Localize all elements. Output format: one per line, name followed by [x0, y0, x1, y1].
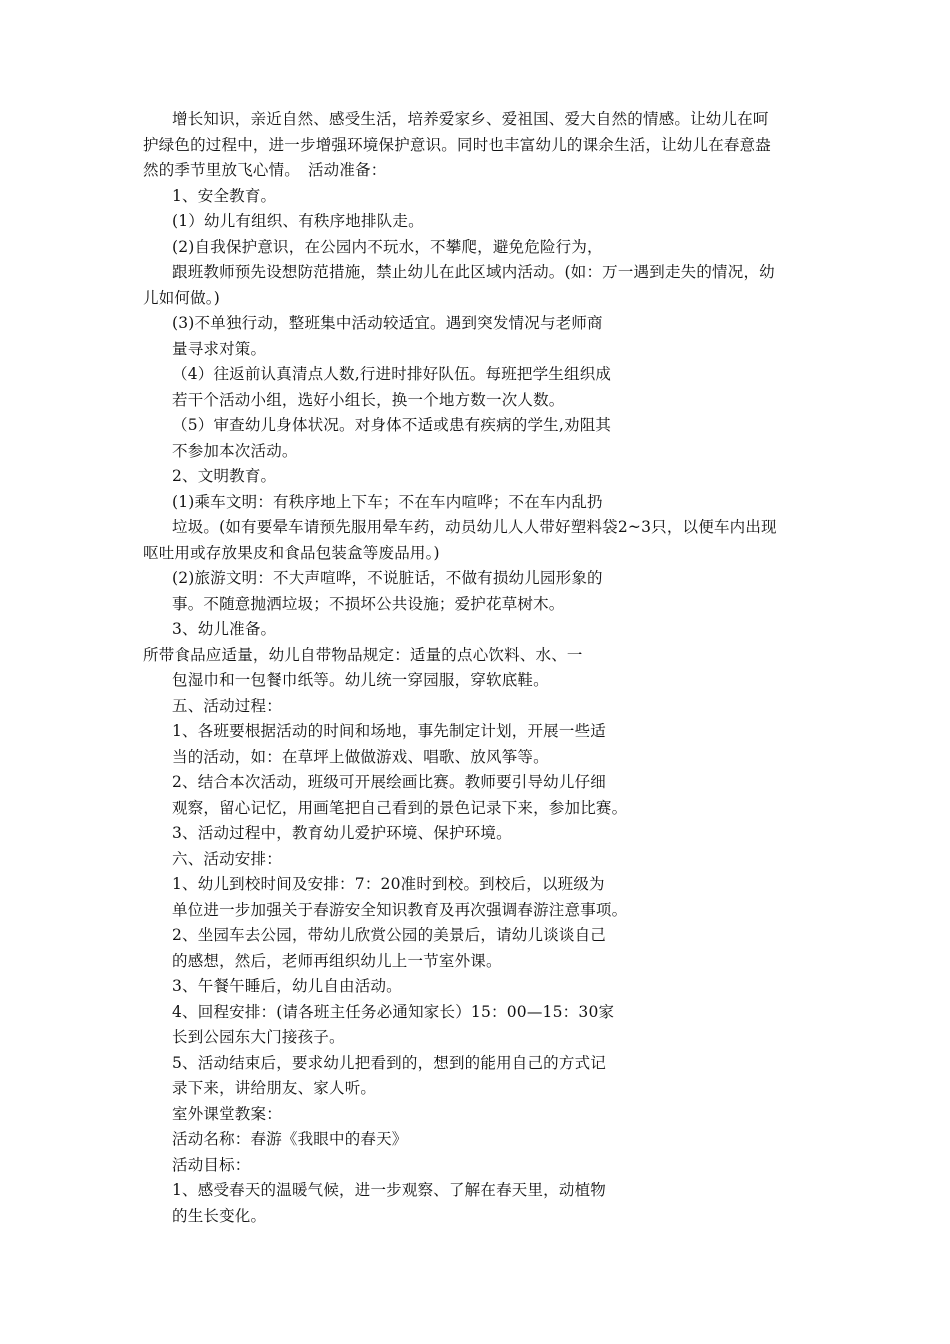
- text-line: (1）幼儿有组织、有秩序地排队走。: [172, 212, 424, 230]
- text-line: 护绿色的过程中，进一步增强环境保护意识。同时也丰富幼儿的课余生活，让幼儿在春意盎: [143, 135, 772, 154]
- text-line: 活动目标：: [172, 1155, 251, 1174]
- text-line: 3、午餐午睡后，幼儿自由活动。: [172, 977, 402, 995]
- text-line: 垃圾。(如有要晕车请预先服用晕车药，动员幼儿人人带好塑料袋2~3只，以便车内出现: [172, 518, 777, 536]
- text-line: 单位进一步加强关于春游安全知识教育及再次强调春游注意事项。: [172, 900, 628, 919]
- text-line: 1、感受春天的温暖气候，进一步观察、了解在春天里，动植物: [172, 1181, 606, 1199]
- text-line: （4）往返前认真清点人数,行进时排好队伍。每班把学生组织成: [172, 365, 612, 383]
- text-line: 量寻求对策。: [172, 339, 267, 358]
- text-line: (2)旅游文明：不大声喧哗，不说脏话，不做有损幼儿园形象的: [172, 569, 603, 587]
- text-line: 2、坐园车去公园，带幼儿欣赏公园的美景后，请幼儿谈谈自己: [172, 926, 606, 944]
- text-line: 事。不随意抛洒垃圾；不损坏公共设施；爱护花草树木。: [172, 594, 565, 613]
- text-line: 观察，留心记忆，用画笔把自己看到的景色记录下来，参加比赛。: [172, 798, 628, 817]
- text-line: 4、回程安排：(请各班主任务必通知家长）15：00—15：30家: [172, 1002, 615, 1021]
- text-line: 1、幼儿到校时间及安排：7：20准时到校。到校后，以班级为: [172, 875, 605, 893]
- text-line: 呕吐用或存放果皮和食品包装盒等废品用。): [143, 543, 440, 562]
- text-line: 然的季节里放飞心情。 活动准备：: [143, 161, 387, 179]
- text-line: 增长知识，亲近自然、感受生活，培养爱家乡、爱祖国、爱大自然的情感。让幼儿在呵: [172, 110, 769, 128]
- text-line: 室外课堂教案：: [172, 1104, 282, 1123]
- document-body: [0, 107, 950, 1229]
- text-line: 1、安全教育。: [172, 186, 277, 205]
- text-line: 5、活动结束后，要求幼儿把看到的，想到的能用自己的方式记: [172, 1053, 606, 1072]
- text-line: 儿如何做。): [143, 288, 220, 307]
- text-line: 跟班教师预先设想防范措施，禁止幼儿在此区域内活动。(如：万一遇到走失的情况，幼: [172, 263, 775, 281]
- text-line: （5）审查幼儿身体状况。对身体不适或患有疾病的学生,劝阻其: [172, 416, 612, 434]
- text-line: 录下来，讲给朋友、家人听。: [172, 1079, 377, 1097]
- text-line: 长到公园东大门接孩子。: [172, 1028, 345, 1046]
- text-line: 的生长变化。: [172, 1206, 267, 1225]
- text-line: 六、活动安排：: [172, 849, 282, 868]
- text-line: 1、各班要根据活动的时间和场地，事先制定计划，开展一些适: [172, 722, 606, 740]
- text-line: (3)不单独行动，整班集中活动较适宜。遇到突发情况与老师商: [172, 314, 603, 332]
- text-line: 的感想，然后，老师再组织幼儿上一节室外课。: [172, 951, 502, 970]
- text-line: 活动名称：春游《我眼中的春天》: [172, 1130, 408, 1148]
- text-line: 五、活动过程：: [172, 696, 282, 715]
- text-line: 若干个活动小组，选好小组长，换一个地方数一次人数。: [172, 390, 565, 409]
- text-line: (2)自我保护意识，在公园内不玩水，不攀爬，避免危险行为，: [172, 237, 603, 256]
- text-line: 包湿巾和一包餐巾纸等。幼儿统一穿园服，穿软底鞋。: [172, 671, 549, 689]
- text-line: 2、文明教育。: [172, 467, 277, 485]
- text-line: 3、幼儿准备。: [172, 620, 277, 638]
- text-line: 所带食品应适量，幼儿自带物品规定：适量的点心饮料、水、一: [143, 645, 583, 664]
- text-line: (1)乘车文明：有秩序地上下车；不在车内喧哗；不在车内乱扔: [172, 492, 603, 511]
- text-line: 3、活动过程中，教育幼儿爱护环境、保护环境。: [172, 824, 512, 842]
- text-line: 不参加本次活动。: [172, 441, 298, 460]
- text-line: 2、结合本次活动，班级可开展绘画比赛。教师要引导幼儿仔细: [172, 773, 606, 791]
- text-line: 当的活动，如：在草坪上做做游戏、唱歌、放风筝等。: [172, 747, 549, 766]
